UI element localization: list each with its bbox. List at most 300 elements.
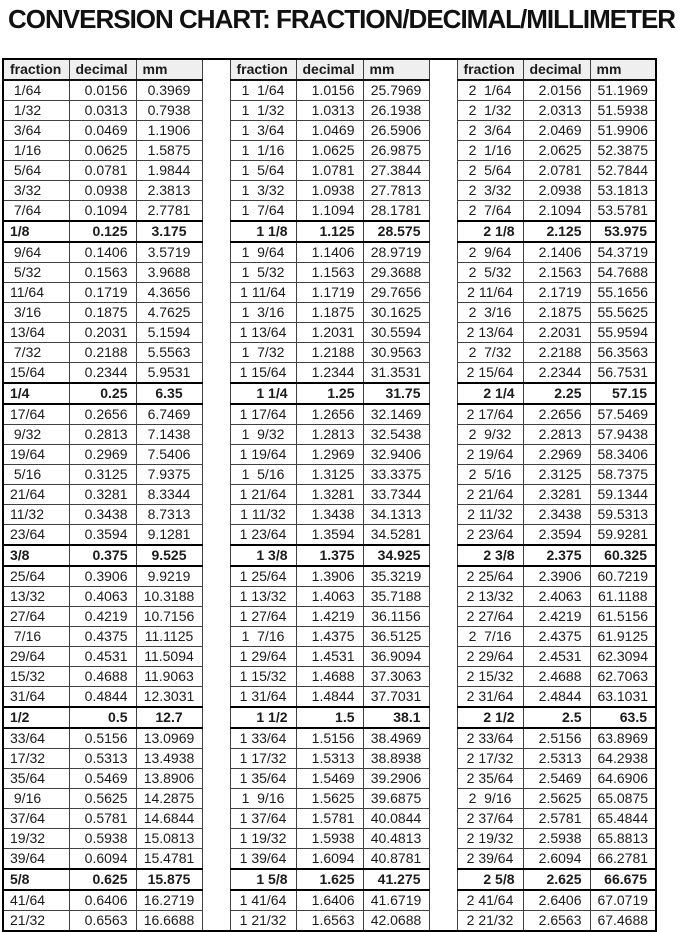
spacer-cell <box>429 404 457 425</box>
decimal-cell: 0.5 <box>69 707 136 728</box>
table-row <box>3 404 656 425</box>
decimal-cell: 2.2031 <box>523 323 590 343</box>
decimal-cell: 1.2188 <box>296 343 363 363</box>
mm-cell: 26.5906 <box>363 121 429 141</box>
mm-cell: 30.9563 <box>363 343 429 363</box>
mm-cell: 55.9594 <box>590 323 656 343</box>
table-row <box>3 687 656 708</box>
mm-cell: 36.9094 <box>363 647 429 667</box>
mm-cell: 55.1656 <box>590 283 656 303</box>
mm-cell: 51.1969 <box>590 80 656 101</box>
fraction-cell: 1 13/64 <box>230 323 296 343</box>
mm-cell: 61.1188 <box>590 587 656 607</box>
fraction-cell: 23/64 <box>3 525 69 546</box>
mm-cell: 16.2719 <box>136 890 202 911</box>
spacer-cell <box>202 911 230 932</box>
decimal-cell: 1.6406 <box>296 890 363 911</box>
fraction-cell: 2 1/2 <box>457 707 523 728</box>
mm-cell: 2.3813 <box>136 181 202 201</box>
mm-cell: 4.7625 <box>136 303 202 323</box>
mm-cell: 9.1281 <box>136 525 202 546</box>
table-row <box>3 647 656 667</box>
table-row <box>3 181 656 201</box>
mm-cell: 39.2906 <box>363 769 429 789</box>
fraction-cell: 2 1/16 <box>457 141 523 161</box>
fraction-cell: 5/16 <box>3 465 69 485</box>
fraction-cell: 5/8 <box>3 869 69 890</box>
fraction-cell: 2 9/32 <box>457 425 523 445</box>
decimal-cell: 2.5781 <box>523 809 590 829</box>
mm-cell: 55.5625 <box>590 303 656 323</box>
decimal-cell: 2.1406 <box>523 242 590 263</box>
decimal-cell: 1.2344 <box>296 363 363 384</box>
decimal-cell: 1.3125 <box>296 465 363 485</box>
spacer-cell <box>429 607 457 627</box>
decimal-cell: 2.2344 <box>523 363 590 384</box>
table-row <box>3 465 656 485</box>
spacer-cell <box>202 404 230 425</box>
decimal-cell: 2.375 <box>523 545 590 566</box>
header-mm: mm <box>136 59 202 80</box>
mm-cell: 32.1469 <box>363 404 429 425</box>
mm-cell: 12.3031 <box>136 687 202 708</box>
decimal-cell: 2.3906 <box>523 566 590 587</box>
fraction-cell: 2 15/32 <box>457 667 523 687</box>
decimal-cell: 2.5625 <box>523 789 590 809</box>
mm-cell: 14.6844 <box>136 809 202 829</box>
fraction-cell: 1 35/64 <box>230 769 296 789</box>
decimal-cell: 2.3594 <box>523 525 590 546</box>
table-row <box>3 221 656 242</box>
spacer-cell <box>429 161 457 181</box>
fraction-cell: 1 1/32 <box>230 101 296 121</box>
mm-cell: 53.5781 <box>590 201 656 222</box>
decimal-cell: 2.5313 <box>523 749 590 769</box>
fraction-cell: 1 1/2 <box>230 707 296 728</box>
mm-cell: 10.3188 <box>136 587 202 607</box>
decimal-cell: 1.4844 <box>296 687 363 708</box>
table-row <box>3 869 656 890</box>
decimal-cell: 0.1094 <box>69 201 136 222</box>
mm-cell: 5.5563 <box>136 343 202 363</box>
table-row <box>3 283 656 303</box>
decimal-cell: 2.3125 <box>523 465 590 485</box>
fraction-cell: 2 35/64 <box>457 769 523 789</box>
fraction-cell: 1 11/64 <box>230 283 296 303</box>
fraction-cell: 2 1/4 <box>457 383 523 404</box>
mm-cell: 38.8938 <box>363 749 429 769</box>
spacer-cell <box>429 303 457 323</box>
fraction-cell: 1 11/32 <box>230 505 296 525</box>
fraction-cell: 1 29/64 <box>230 647 296 667</box>
table-row <box>3 769 656 789</box>
fraction-cell: 1 7/32 <box>230 343 296 363</box>
mm-cell: 60.7219 <box>590 566 656 587</box>
mm-cell: 38.1 <box>363 707 429 728</box>
fraction-cell: 1 5/8 <box>230 869 296 890</box>
spacer-cell <box>429 728 457 749</box>
spacer-cell <box>429 809 457 829</box>
decimal-cell: 2.1094 <box>523 201 590 222</box>
mm-cell: 31.3531 <box>363 363 429 384</box>
mm-cell: 1.1906 <box>136 121 202 141</box>
header-spacer <box>429 59 457 80</box>
mm-cell: 64.6906 <box>590 769 656 789</box>
mm-cell: 30.5594 <box>363 323 429 343</box>
fraction-cell: 1 17/32 <box>230 749 296 769</box>
mm-cell: 27.7813 <box>363 181 429 201</box>
fraction-cell: 1/4 <box>3 383 69 404</box>
fraction-cell: 33/64 <box>3 728 69 749</box>
fraction-cell: 1 7/16 <box>230 627 296 647</box>
decimal-cell: 0.2031 <box>69 323 136 343</box>
fraction-cell: 2 1/64 <box>457 80 523 101</box>
decimal-cell: 0.2656 <box>69 404 136 425</box>
mm-cell: 6.7469 <box>136 404 202 425</box>
fraction-cell: 2 13/64 <box>457 323 523 343</box>
mm-cell: 12.7 <box>136 707 202 728</box>
fraction-cell: 21/32 <box>3 911 69 932</box>
mm-cell: 30.1625 <box>363 303 429 323</box>
header-decimal: decimal <box>69 59 136 80</box>
table-row <box>3 505 656 525</box>
mm-cell: 35.7188 <box>363 587 429 607</box>
fraction-cell: 2 9/16 <box>457 789 523 809</box>
spacer-cell <box>202 465 230 485</box>
table-row <box>3 242 656 263</box>
header-fraction: fraction <box>457 59 523 80</box>
mm-cell: 0.7938 <box>136 101 202 121</box>
mm-cell: 56.7531 <box>590 363 656 384</box>
decimal-cell: 0.625 <box>69 869 136 890</box>
mm-cell: 39.6875 <box>363 789 429 809</box>
decimal-cell: 2.25 <box>523 383 590 404</box>
fraction-cell: 7/16 <box>3 627 69 647</box>
table-row <box>3 566 656 587</box>
fraction-cell: 2 7/32 <box>457 343 523 363</box>
decimal-cell: 0.3125 <box>69 465 136 485</box>
mm-cell: 7.1438 <box>136 425 202 445</box>
spacer-cell <box>429 545 457 566</box>
table-row <box>3 80 656 101</box>
table-row <box>3 525 656 546</box>
header-fraction: fraction <box>230 59 296 80</box>
decimal-cell: 0.3281 <box>69 485 136 505</box>
decimal-cell: 0.4375 <box>69 627 136 647</box>
fraction-cell: 1 15/64 <box>230 363 296 384</box>
mm-cell: 13.4938 <box>136 749 202 769</box>
mm-cell: 13.8906 <box>136 769 202 789</box>
fraction-cell: 1 23/64 <box>230 525 296 546</box>
decimal-cell: 1.3906 <box>296 566 363 587</box>
spacer-cell <box>202 647 230 667</box>
mm-cell: 3.9688 <box>136 263 202 283</box>
spacer-cell <box>202 181 230 201</box>
fraction-cell: 41/64 <box>3 890 69 911</box>
decimal-cell: 1.2656 <box>296 404 363 425</box>
fraction-cell: 1 1/4 <box>230 383 296 404</box>
header-mm: mm <box>590 59 656 80</box>
fraction-cell: 21/64 <box>3 485 69 505</box>
mm-cell: 59.5313 <box>590 505 656 525</box>
mm-cell: 28.9719 <box>363 242 429 263</box>
spacer-cell <box>429 181 457 201</box>
decimal-cell: 1.5938 <box>296 829 363 849</box>
decimal-cell: 2.5156 <box>523 728 590 749</box>
decimal-cell: 1.5469 <box>296 769 363 789</box>
decimal-cell: 1.1094 <box>296 201 363 222</box>
decimal-cell: 1.6094 <box>296 849 363 870</box>
spacer-cell <box>202 121 230 141</box>
fraction-cell: 2 17/32 <box>457 749 523 769</box>
mm-cell: 14.2875 <box>136 789 202 809</box>
decimal-cell: 1.2813 <box>296 425 363 445</box>
decimal-cell: 2.125 <box>523 221 590 242</box>
fraction-cell: 2 25/64 <box>457 566 523 587</box>
table-row <box>3 141 656 161</box>
fraction-cell: 1/32 <box>3 101 69 121</box>
spacer-cell <box>202 667 230 687</box>
mm-cell: 3.5719 <box>136 242 202 263</box>
spacer-cell <box>429 647 457 667</box>
spacer-cell <box>429 263 457 283</box>
spacer-cell <box>429 667 457 687</box>
mm-cell: 63.8969 <box>590 728 656 749</box>
fraction-cell: 1 3/16 <box>230 303 296 323</box>
fraction-cell: 2 7/64 <box>457 201 523 222</box>
decimal-cell: 0.5469 <box>69 769 136 789</box>
fraction-cell: 2 33/64 <box>457 728 523 749</box>
fraction-cell: 29/64 <box>3 647 69 667</box>
spacer-cell <box>202 80 230 101</box>
decimal-cell: 2.625 <box>523 869 590 890</box>
fraction-cell: 25/64 <box>3 566 69 587</box>
mm-cell: 11.9063 <box>136 667 202 687</box>
decimal-cell: 1.5313 <box>296 749 363 769</box>
fraction-cell: 2 5/64 <box>457 161 523 181</box>
mm-cell: 2.7781 <box>136 201 202 222</box>
table-row <box>3 809 656 829</box>
mm-cell: 57.15 <box>590 383 656 404</box>
fraction-cell: 1/2 <box>3 707 69 728</box>
spacer-cell <box>202 687 230 708</box>
spacer-cell <box>429 121 457 141</box>
mm-cell: 65.4844 <box>590 809 656 829</box>
decimal-cell: 2.4688 <box>523 667 590 687</box>
decimal-cell: 2.4531 <box>523 647 590 667</box>
decimal-cell: 0.2813 <box>69 425 136 445</box>
spacer-cell <box>429 343 457 363</box>
spacer-cell <box>429 242 457 263</box>
fraction-cell: 5/64 <box>3 161 69 181</box>
fraction-cell: 1 1/16 <box>230 141 296 161</box>
mm-cell: 32.5438 <box>363 425 429 445</box>
spacer-cell <box>202 363 230 384</box>
mm-cell: 15.4781 <box>136 849 202 870</box>
fraction-cell: 2 21/32 <box>457 911 523 932</box>
decimal-cell: 1.3281 <box>296 485 363 505</box>
mm-cell: 1.5875 <box>136 141 202 161</box>
table-row <box>3 911 656 932</box>
mm-cell: 40.4813 <box>363 829 429 849</box>
spacer-cell <box>202 201 230 222</box>
mm-cell: 67.4688 <box>590 911 656 932</box>
mm-cell: 13.0969 <box>136 728 202 749</box>
decimal-cell: 0.0469 <box>69 121 136 141</box>
table-row <box>3 890 656 911</box>
fraction-cell: 1 3/32 <box>230 181 296 201</box>
fraction-cell: 1/8 <box>3 221 69 242</box>
fraction-cell: 2 23/64 <box>457 525 523 546</box>
decimal-cell: 2.6406 <box>523 890 590 911</box>
mm-cell: 33.3375 <box>363 465 429 485</box>
decimal-cell: 1.2031 <box>296 323 363 343</box>
mm-cell: 65.8813 <box>590 829 656 849</box>
fraction-cell: 2 19/64 <box>457 445 523 465</box>
decimal-cell: 2.0781 <box>523 161 590 181</box>
decimal-cell: 2.0938 <box>523 181 590 201</box>
decimal-cell: 2.4844 <box>523 687 590 708</box>
header-mm: mm <box>363 59 429 80</box>
decimal-cell: 0.1406 <box>69 242 136 263</box>
table-row <box>3 627 656 647</box>
fraction-cell: 1 9/32 <box>230 425 296 445</box>
mm-cell: 51.9906 <box>590 121 656 141</box>
fraction-cell: 5/32 <box>3 263 69 283</box>
fraction-cell: 35/64 <box>3 769 69 789</box>
header-fraction: fraction <box>3 59 69 80</box>
decimal-cell: 1.0625 <box>296 141 363 161</box>
table-row <box>3 485 656 505</box>
spacer-cell <box>202 161 230 181</box>
decimal-cell: 1.0313 <box>296 101 363 121</box>
table-row <box>3 303 656 323</box>
spacer-cell <box>429 829 457 849</box>
mm-cell: 28.1781 <box>363 201 429 222</box>
spacer-cell <box>429 323 457 343</box>
spacer-cell <box>202 505 230 525</box>
spacer-cell <box>429 80 457 101</box>
mm-cell: 42.0688 <box>363 911 429 932</box>
mm-cell: 36.5125 <box>363 627 429 647</box>
fraction-cell: 1 7/64 <box>230 201 296 222</box>
spacer-cell <box>429 627 457 647</box>
decimal-cell: 0.6563 <box>69 911 136 932</box>
table-row <box>3 445 656 465</box>
table-row <box>3 728 656 749</box>
table-row <box>3 707 656 728</box>
fraction-cell: 1 19/32 <box>230 829 296 849</box>
fraction-cell: 2 39/64 <box>457 849 523 870</box>
table-row <box>3 667 656 687</box>
header-spacer <box>202 59 230 80</box>
spacer-cell <box>202 829 230 849</box>
decimal-cell: 0.0625 <box>69 141 136 161</box>
mm-cell: 26.1938 <box>363 101 429 121</box>
fraction-cell: 1 5/32 <box>230 263 296 283</box>
mm-cell: 58.7375 <box>590 465 656 485</box>
table-row <box>3 587 656 607</box>
mm-cell: 52.7844 <box>590 161 656 181</box>
mm-cell: 41.275 <box>363 869 429 890</box>
spacer-cell <box>429 890 457 911</box>
decimal-cell: 0.2188 <box>69 343 136 363</box>
spacer-cell <box>429 445 457 465</box>
fraction-cell: 1 31/64 <box>230 687 296 708</box>
mm-cell: 61.5156 <box>590 607 656 627</box>
spacer-cell <box>202 323 230 343</box>
table-row <box>3 425 656 445</box>
mm-cell: 6.35 <box>136 383 202 404</box>
fraction-cell: 2 19/32 <box>457 829 523 849</box>
fraction-cell: 1 9/64 <box>230 242 296 263</box>
mm-cell: 57.5469 <box>590 404 656 425</box>
fraction-cell: 7/32 <box>3 343 69 363</box>
mm-cell: 11.5094 <box>136 647 202 667</box>
fraction-cell: 3/32 <box>3 181 69 201</box>
decimal-cell: 0.4063 <box>69 587 136 607</box>
mm-cell: 53.1813 <box>590 181 656 201</box>
fraction-cell: 1 17/64 <box>230 404 296 425</box>
mm-cell: 9.525 <box>136 545 202 566</box>
mm-cell: 10.7156 <box>136 607 202 627</box>
fraction-cell: 1 5/64 <box>230 161 296 181</box>
spacer-cell <box>202 769 230 789</box>
decimal-cell: 0.25 <box>69 383 136 404</box>
mm-cell: 8.3344 <box>136 485 202 505</box>
fraction-cell: 2 7/16 <box>457 627 523 647</box>
decimal-cell: 0.0938 <box>69 181 136 201</box>
spacer-cell <box>429 566 457 587</box>
spacer-cell <box>429 911 457 932</box>
table-row <box>3 789 656 809</box>
mm-cell: 33.7344 <box>363 485 429 505</box>
mm-cell: 37.7031 <box>363 687 429 708</box>
fraction-cell: 9/64 <box>3 242 69 263</box>
mm-cell: 63.1031 <box>590 687 656 708</box>
spacer-cell <box>202 221 230 242</box>
spacer-cell <box>202 545 230 566</box>
mm-cell: 15.0813 <box>136 829 202 849</box>
fraction-cell: 9/32 <box>3 425 69 445</box>
decimal-cell: 1.4375 <box>296 627 363 647</box>
table-row <box>3 607 656 627</box>
fraction-cell: 2 5/16 <box>457 465 523 485</box>
mm-cell: 34.925 <box>363 545 429 566</box>
mm-cell: 41.6719 <box>363 890 429 911</box>
fraction-cell: 1 15/32 <box>230 667 296 687</box>
spacer-cell <box>429 283 457 303</box>
decimal-cell: 0.2969 <box>69 445 136 465</box>
fraction-cell: 1 13/32 <box>230 587 296 607</box>
mm-cell: 4.3656 <box>136 283 202 303</box>
spacer-cell <box>429 425 457 445</box>
fraction-cell: 2 1/8 <box>457 221 523 242</box>
mm-cell: 59.9281 <box>590 525 656 546</box>
decimal-cell: 0.1563 <box>69 263 136 283</box>
decimal-cell: 0.4219 <box>69 607 136 627</box>
fraction-cell: 19/64 <box>3 445 69 465</box>
mm-cell: 1.9844 <box>136 161 202 181</box>
fraction-cell: 1 9/16 <box>230 789 296 809</box>
spacer-cell <box>429 101 457 121</box>
spacer-cell <box>429 383 457 404</box>
mm-cell: 38.4969 <box>363 728 429 749</box>
spacer-cell <box>202 263 230 283</box>
decimal-cell: 1.3438 <box>296 505 363 525</box>
spacer-cell <box>429 587 457 607</box>
decimal-cell: 0.125 <box>69 221 136 242</box>
